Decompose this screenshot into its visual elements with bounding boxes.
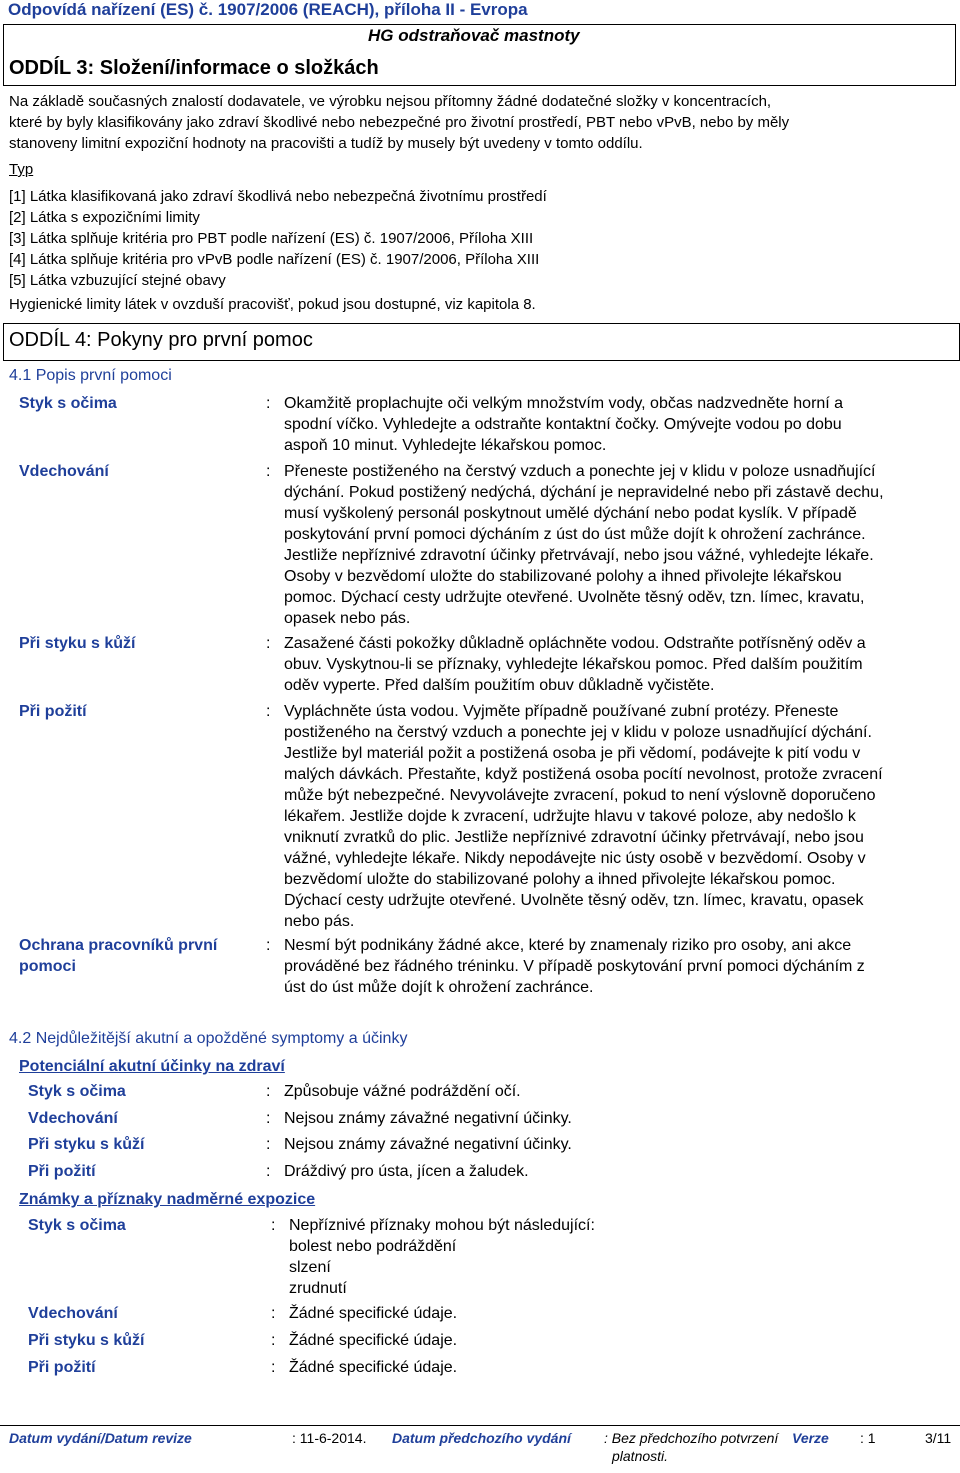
overexposure-line: slzení: [289, 1259, 331, 1276]
first-aid-line: vniknutí zvratků do plic. Jestliže nepříznivé zdravotní účinky přetrvávají, nebo jsou: [284, 829, 864, 846]
overexposure-line: Nepříznivé příznaky mohou být následující:: [289, 1217, 595, 1234]
overexposure-text: [289, 1330, 457, 1351]
first-aid-text: [284, 461, 954, 629]
type-item: [5] Látka vzbuzující stejné obavy: [9, 272, 226, 289]
subsection-4-1-title: 4.1 Popis první pomoci: [9, 367, 172, 384]
first-aid-label: Vdechování: [19, 463, 109, 480]
first-aid-line: Osoby v bezvědomí uložte do stabilizované polohy a ihned přivolejte lékařskou: [284, 568, 842, 585]
first-aid-text: [284, 393, 954, 456]
first-aid-colon: :: [266, 635, 271, 652]
first-aid-line: Vypláchněte ústa vodou. Vyjměte případně používané zubní protézy. Přeneste: [284, 703, 839, 720]
first-aid-colon: :: [266, 395, 271, 412]
first-aid-line: Jestliže nepříznivé zdravotní účinky přetrvávají, nebo jsou vážné, vyhledejte lékaře.: [284, 547, 874, 564]
first-aid-line: malých dávkách. Přestaňte, když postižená osoba pocítí nevolnost, protože zvracení: [284, 766, 883, 783]
first-aid-line: postiženého na čerstvý vzduch a ponechte jej v klidu v poloze usnadňující dýchání.: [284, 724, 872, 741]
footer-version-label: Verze: [792, 1430, 829, 1446]
type-item: [2] Látka s expozičními limity: [9, 209, 200, 226]
overexposure-line: zrudnutí: [289, 1280, 347, 1297]
intro-line: které by byly klasifikovány jako zdraví škodlivé nebo nebezpečné pro životní prostředí, PBT nebo vPvB, nebo by měly: [9, 114, 790, 131]
first-aid-line: lékařem. Jestliže dojde k zvracení, udržujte hlavu v takové poloze, aby nedošlo k: [284, 808, 856, 825]
acute-colon: :: [266, 1136, 271, 1153]
acute-effects-heading: Potenciální akutní účinky na zdraví: [19, 1058, 285, 1075]
overexposure-colon: :: [271, 1332, 276, 1349]
first-aid-line: Dýchací cesty udržujte otevřené. Uvolněte těsný oděv, tzn. límec, kravatu, opasek: [284, 892, 864, 909]
acute-label: Styk s očima: [28, 1083, 126, 1100]
first-aid-label: Ochrana pracovníků první: [19, 937, 218, 954]
footer-prev-value: : Bez předchozího potvrzení: [604, 1430, 779, 1446]
first-aid-line: obuv. Vyskytnou-li se příznaky, vyhledejte lékařskou pomoc. Před dalším použitím: [284, 656, 863, 673]
acute-text: Dráždivý pro ústa, jícen a žaludek.: [284, 1163, 529, 1180]
first-aid-label: Při styku s kůží: [19, 635, 136, 652]
footer-divider: [0, 1425, 960, 1426]
acute-label: Při požití: [28, 1163, 96, 1180]
first-aid-colon: :: [266, 463, 271, 480]
overexposure-colon: :: [271, 1359, 276, 1376]
first-aid-line: Zasažené části pokožky důkladně opláchněte vodou. Odstraňte potřísněný oděv a: [284, 635, 866, 652]
footer-issue-value: : 11-6-2014.: [292, 1430, 367, 1446]
first-aid-text: [284, 701, 954, 932]
intro-line: Na základě současných znalostí dodavatele, ve výrobku nejsou přítomny žádné dodatečné složky v koncentracích,: [9, 93, 772, 110]
overexposure-text: [289, 1215, 595, 1299]
acute-text: Nejsou známy závažné negativní účinky.: [284, 1110, 572, 1127]
first-aid-label: pomoci: [19, 958, 76, 975]
first-aid-line: spodní víčko. Vyhledejte a odstraňte kontaktní čočky. Omývejte vodou po dobu: [284, 416, 842, 433]
intro-line: stanoveny limitní expoziční hodnoty na pracovišti a tudíž by musely být uvedeny v tomto oddílu.: [9, 135, 643, 152]
subsection-4-2-title: 4.2 Nejdůležitější akutní a opožděné symptomy a účinky: [9, 1030, 408, 1047]
type-item: [1] Látka klasifikovaná jako zdraví škodlivá nebo nebezpečná životnímu prostředí: [9, 188, 547, 205]
overexposure-colon: :: [271, 1305, 276, 1322]
first-aid-text: [284, 935, 954, 998]
first-aid-line: může být nebezpečné. Nevyvolávejte zvracení, pokud to není výslovně doporučeno: [284, 787, 876, 804]
overexposure-label: Při požití: [28, 1359, 96, 1376]
overexposure-label: Při styku s kůží: [28, 1332, 145, 1349]
first-aid-line: musí vyškolený personál poskytnout umělé dýchání nebo podat kyslík. V případě: [284, 505, 857, 522]
type-item: [3] Látka splňuje kritéria pro PBT podle nařízení (ES) č. 1907/2006, Příloha XIII: [9, 230, 534, 247]
regulation-header: Odpovídá nařízení (ES) č. 1907/2006 (REACH), příloha II - Evropa: [8, 0, 528, 19]
overexposure-label: Vdechování: [28, 1305, 118, 1322]
first-aid-line: opasek nebo pás.: [284, 610, 411, 627]
first-aid-line: Jestliže byl materiál požit a postižená osoba je při vědomí, podávejte k pití vodu v: [284, 745, 861, 762]
overexposure-heading: Známky a příznaky nadměrné expozice: [19, 1191, 316, 1208]
overexposure-line: Žádné specifické údaje.: [289, 1359, 458, 1376]
overexposure-line: Žádné specifické údaje.: [289, 1305, 458, 1322]
first-aid-line: prováděné bez řádného tréninku. V případě poskytování první pomoci dýcháním z: [284, 958, 865, 975]
footer-version-value: : 1: [860, 1430, 876, 1446]
footer-issue-label: Datum vydání/Datum revize: [9, 1430, 192, 1446]
overexposure-colon: :: [271, 1217, 276, 1234]
first-aid-label: Při požití: [19, 703, 87, 720]
first-aid-line: dýchání. Pokud postižený nedýchá, dýchání je nepravidelné nebo při zástavě dechu,: [284, 484, 884, 501]
first-aid-line: pomoc. Dýchací cesty udržujte otevřené. Uvolněte těsný oděv, tzn. límec, kravatu,: [284, 589, 865, 606]
first-aid-line: vážné, vyhledejte lékaře. Nikdy nepodávejte nic ústy osobě v bezvědomí. Osoby v: [284, 850, 866, 867]
first-aid-line: aspoň 10 minut. Vyhledejte lékařskou pomoc.: [284, 437, 607, 454]
acute-label: Vdechování: [28, 1110, 118, 1127]
section3-intro: [9, 91, 954, 154]
type-item: [4] Látka splňuje kritéria pro vPvB podle nařízení (ES) č. 1907/2006, Příloha XIII: [9, 251, 540, 268]
first-aid-line: Přeneste postiženého na čerstvý vzduch a ponechte jej v klidu v poloze usnadňující: [284, 463, 876, 480]
overexposure-line: bolest nebo podráždění: [289, 1238, 457, 1255]
acute-text: Nejsou známy závažné negativní účinky.: [284, 1136, 572, 1153]
section4-title: ODDÍL 4: Pokyny pro první pomoc: [9, 329, 313, 351]
acute-colon: :: [266, 1163, 271, 1180]
first-aid-label: Styk s očima: [19, 395, 117, 412]
first-aid-text: [284, 633, 954, 696]
overexposure-text: [289, 1303, 457, 1324]
footer-prev-label: Datum předchozího vydání: [392, 1430, 571, 1446]
acute-label: Při styku s kůží: [28, 1136, 145, 1153]
overexposure-text: [289, 1357, 457, 1378]
hygiene-note: Hygienické limity látek v ovzduší pracovišť, pokud jsou dostupné, viz kapitola 8.: [9, 296, 536, 313]
overexposure-line: Žádné specifické údaje.: [289, 1332, 458, 1349]
first-aid-line: nebo pás.: [284, 913, 355, 930]
first-aid-line: úst do úst může dojít k ohrožení zachránce.: [284, 979, 594, 996]
first-aid-line: oděv vyperte. Před dalším použitím obuv důkladně vyčistěte.: [284, 677, 715, 694]
first-aid-colon: :: [266, 937, 271, 954]
acute-colon: :: [266, 1083, 271, 1100]
first-aid-colon: :: [266, 703, 271, 720]
footer-prev-value-cont: platnosti.: [612, 1448, 669, 1464]
footer-page-number: 3/11: [925, 1430, 952, 1446]
overexposure-label: Styk s očima: [28, 1217, 126, 1234]
first-aid-line: bezvědomí uložte do stabilizované polohy a ihned přivolejte lékařskou pomoc.: [284, 871, 836, 888]
type-list: [9, 186, 547, 291]
first-aid-line: poskytování první pomoci dýcháním z úst do úst může dojít k ohrožení zachránce.: [284, 526, 866, 543]
first-aid-line: Nesmí být podnikány žádné akce, které by znamenaly riziko pro osoby, ani akce: [284, 937, 852, 954]
product-name: HG odstraňovač mastnoty: [368, 26, 580, 45]
acute-colon: :: [266, 1110, 271, 1127]
first-aid-line: Okamžitě proplachujte oči velkým množstvím vody, občas nadzvedněte horní a: [284, 395, 844, 412]
section3-title: ODDÍL 3: Složení/informace o složkách: [9, 57, 379, 79]
type-heading: Typ: [9, 161, 34, 178]
acute-text: Způsobuje vážné podráždění očí.: [284, 1083, 521, 1100]
